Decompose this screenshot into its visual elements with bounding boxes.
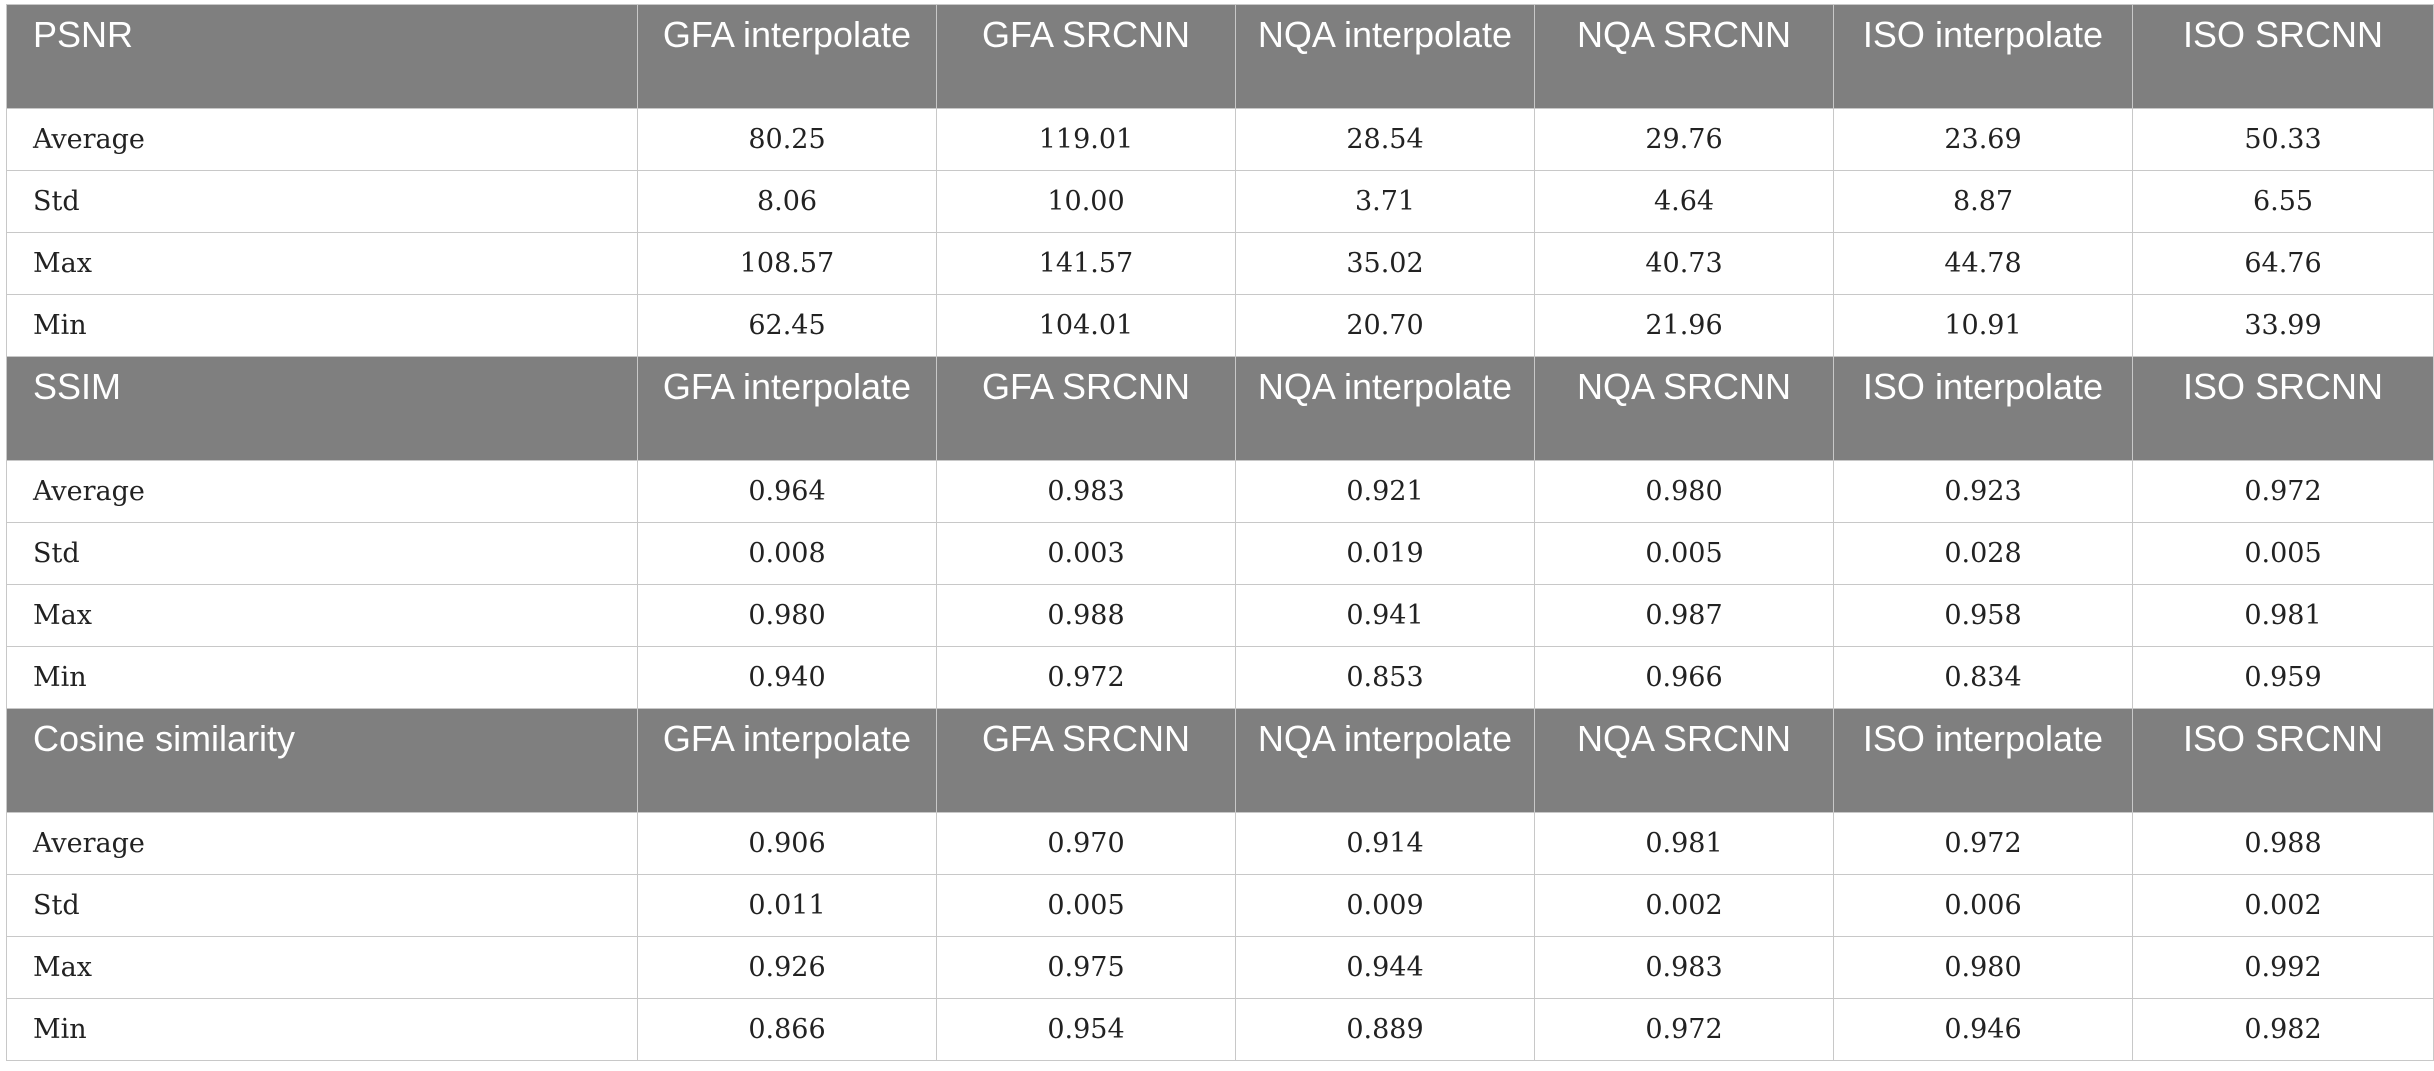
column-header: NQA SRCNN xyxy=(1535,709,1834,813)
table-cell: 0.003 xyxy=(937,523,1236,585)
column-header: GFA SRCNN xyxy=(937,5,1236,109)
column-header: GFA SRCNN xyxy=(937,357,1236,461)
table-cell: 0.988 xyxy=(937,585,1236,647)
table-cell: 0.926 xyxy=(638,937,937,999)
table-cell: 0.954 xyxy=(937,999,1236,1061)
metrics-table xyxy=(6,4,2434,1061)
table-cell: 0.944 xyxy=(1236,937,1535,999)
row-label: Max xyxy=(7,233,638,295)
column-header: GFA interpolate xyxy=(638,709,937,813)
table-row xyxy=(7,585,2434,647)
row-label: Max xyxy=(7,585,638,647)
table-cell: 0.011 xyxy=(638,875,937,937)
column-header: NQA SRCNN xyxy=(1535,357,1834,461)
table-cell: 10.91 xyxy=(1834,295,2133,357)
table-row xyxy=(7,233,2434,295)
table-cell: 0.983 xyxy=(937,461,1236,523)
table-cell: 0.981 xyxy=(2133,585,2434,647)
table-cell: 0.940 xyxy=(638,647,937,709)
row-label: Min xyxy=(7,295,638,357)
table-row xyxy=(7,813,2434,875)
table-cell: 0.005 xyxy=(937,875,1236,937)
table-cell: 0.946 xyxy=(1834,999,2133,1061)
table-cell: 10.00 xyxy=(937,171,1236,233)
table-cell: 0.906 xyxy=(638,813,937,875)
row-label: Average xyxy=(7,813,638,875)
column-header: GFA interpolate xyxy=(638,357,937,461)
table-cell: 40.73 xyxy=(1535,233,1834,295)
section-header-cosine-similarity xyxy=(7,709,2434,813)
table-row xyxy=(7,171,2434,233)
section-header-ssim xyxy=(7,357,2434,461)
table-cell: 64.76 xyxy=(2133,233,2434,295)
table-cell: 28.54 xyxy=(1236,109,1535,171)
table-cell: 0.980 xyxy=(1834,937,2133,999)
table-cell: 0.992 xyxy=(2133,937,2434,999)
table-cell: 0.834 xyxy=(1834,647,2133,709)
table-row xyxy=(7,109,2434,171)
table-cell: 8.06 xyxy=(638,171,937,233)
table-row xyxy=(7,875,2434,937)
table-cell: 0.889 xyxy=(1236,999,1535,1061)
table-cell: 0.983 xyxy=(1535,937,1834,999)
table-cell: 0.009 xyxy=(1236,875,1535,937)
table-cell: 20.70 xyxy=(1236,295,1535,357)
table-cell: 141.57 xyxy=(937,233,1236,295)
column-header: ISO interpolate xyxy=(1834,709,2133,813)
table-cell: 0.923 xyxy=(1834,461,2133,523)
table-row xyxy=(7,461,2434,523)
section-header-psnr xyxy=(7,5,2434,109)
table-cell: 0.941 xyxy=(1236,585,1535,647)
column-header: NQA interpolate xyxy=(1236,709,1535,813)
table-cell: 3.71 xyxy=(1236,171,1535,233)
table-cell: 0.966 xyxy=(1535,647,1834,709)
table-row xyxy=(7,647,2434,709)
table-cell: 108.57 xyxy=(638,233,937,295)
table-row xyxy=(7,937,2434,999)
section-title: PSNR xyxy=(7,5,638,109)
table-cell: 0.002 xyxy=(1535,875,1834,937)
table-cell: 0.002 xyxy=(2133,875,2434,937)
table-cell: 23.69 xyxy=(1834,109,2133,171)
table-cell: 0.959 xyxy=(2133,647,2434,709)
section-title: Cosine similarity xyxy=(7,709,638,813)
table-cell: 0.970 xyxy=(937,813,1236,875)
table-cell: 0.972 xyxy=(1834,813,2133,875)
table-cell: 0.921 xyxy=(1236,461,1535,523)
table-cell: 33.99 xyxy=(2133,295,2434,357)
table-cell: 0.005 xyxy=(2133,523,2434,585)
table-cell: 0.914 xyxy=(1236,813,1535,875)
table-cell: 29.76 xyxy=(1535,109,1834,171)
row-label: Max xyxy=(7,937,638,999)
table-cell: 104.01 xyxy=(937,295,1236,357)
row-label: Std xyxy=(7,171,638,233)
table-cell: 0.982 xyxy=(2133,999,2434,1061)
table-cell: 0.980 xyxy=(1535,461,1834,523)
table-cell: 44.78 xyxy=(1834,233,2133,295)
table-cell: 0.988 xyxy=(2133,813,2434,875)
table-cell: 0.981 xyxy=(1535,813,1834,875)
column-header: ISO interpolate xyxy=(1834,5,2133,109)
table-cell: 0.987 xyxy=(1535,585,1834,647)
row-label: Min xyxy=(7,647,638,709)
column-header: NQA SRCNN xyxy=(1535,5,1834,109)
column-header: ISO SRCNN xyxy=(2133,709,2434,813)
table-cell: 50.33 xyxy=(2133,109,2434,171)
table-cell: 119.01 xyxy=(937,109,1236,171)
table-cell: 0.853 xyxy=(1236,647,1535,709)
table-cell: 8.87 xyxy=(1834,171,2133,233)
table-cell: 0.972 xyxy=(937,647,1236,709)
table-cell: 4.64 xyxy=(1535,171,1834,233)
table-cell: 62.45 xyxy=(638,295,937,357)
table-row xyxy=(7,523,2434,585)
table-cell: 0.975 xyxy=(937,937,1236,999)
column-header: ISO SRCNN xyxy=(2133,357,2434,461)
row-label: Std xyxy=(7,875,638,937)
table-cell: 0.972 xyxy=(1535,999,1834,1061)
column-header: NQA interpolate xyxy=(1236,357,1535,461)
column-header: NQA interpolate xyxy=(1236,5,1535,109)
table-cell: 0.964 xyxy=(638,461,937,523)
row-label: Std xyxy=(7,523,638,585)
table-row xyxy=(7,295,2434,357)
table-cell: 21.96 xyxy=(1535,295,1834,357)
table-cell: 0.980 xyxy=(638,585,937,647)
column-header: GFA interpolate xyxy=(638,5,937,109)
table-cell: 0.008 xyxy=(638,523,937,585)
column-header: ISO SRCNN xyxy=(2133,5,2434,109)
table-cell: 0.006 xyxy=(1834,875,2133,937)
table-cell: 80.25 xyxy=(638,109,937,171)
table-cell: 0.866 xyxy=(638,999,937,1061)
table-cell: 0.958 xyxy=(1834,585,2133,647)
column-header: GFA SRCNN xyxy=(937,709,1236,813)
table-cell: 0.019 xyxy=(1236,523,1535,585)
table-cell: 0.005 xyxy=(1535,523,1834,585)
table-cell: 35.02 xyxy=(1236,233,1535,295)
row-label: Average xyxy=(7,461,638,523)
row-label: Average xyxy=(7,109,638,171)
table-cell: 6.55 xyxy=(2133,171,2434,233)
table-row xyxy=(7,999,2434,1061)
section-title: SSIM xyxy=(7,357,638,461)
table-cell: 0.028 xyxy=(1834,523,2133,585)
table-cell: 0.972 xyxy=(2133,461,2434,523)
row-label: Min xyxy=(7,999,638,1061)
column-header: ISO interpolate xyxy=(1834,357,2133,461)
